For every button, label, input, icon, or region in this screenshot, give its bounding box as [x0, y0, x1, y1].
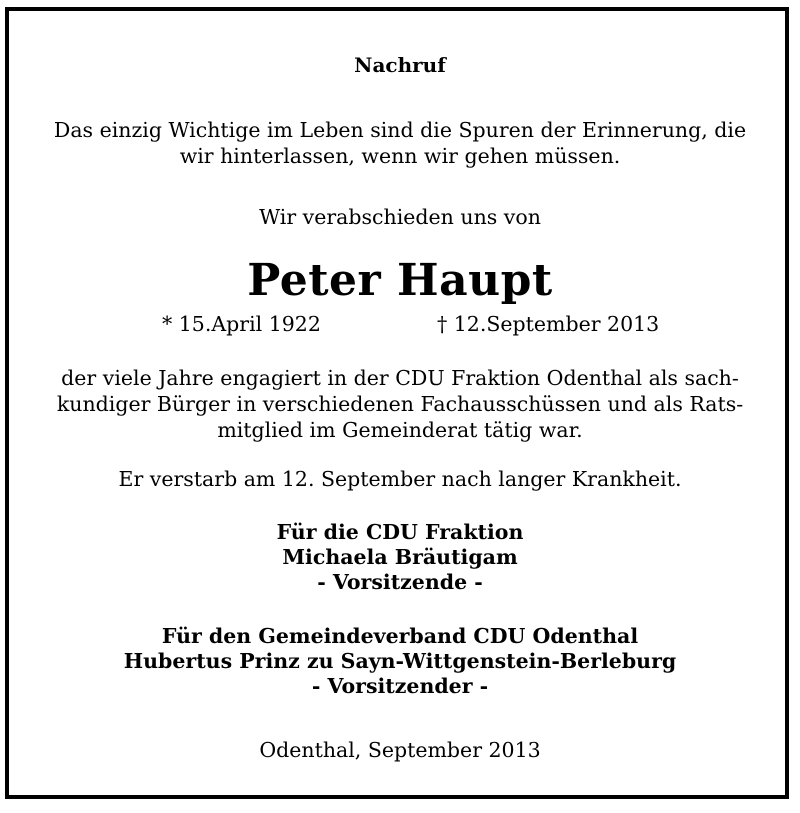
signature-2-role: - Vorsitzender -: [311, 674, 489, 698]
birth-date: * 15.April 1922: [162, 312, 321, 336]
signature-2-person: Hubertus Prinz zu Sayn-Wittgenstein-Berleburg: [123, 649, 677, 673]
signature-2-org: Für den Gemeindeverband CDU Odenthal: [161, 624, 639, 648]
place-date: Odenthal, September 2013: [259, 738, 541, 762]
passing-text: Er verstarb am 12. September nach langer Krankheit.: [118, 467, 682, 491]
signature-1-person: Michaela Bräutigam: [282, 545, 518, 569]
description-line-2: kundiger Bürger in verschiedenen Fachausschüssen und als Rats-: [56, 392, 744, 416]
signature-1-role: - Vorsitzende -: [317, 570, 483, 594]
intro-text: Wir verabschieden uns von: [259, 205, 541, 229]
deceased-name: Peter Haupt: [247, 255, 553, 306]
death-date: † 12.September 2013: [437, 312, 660, 336]
description-line-3: mitglied im Gemeinderat tätig war.: [217, 418, 583, 442]
quote-line-1: Das einzig Wichtige im Leben sind die Spuren der Erinnerung, die: [53, 118, 747, 142]
description-line-1: der viele Jahre engagiert in der CDU Fraktion Odenthal als sach-: [61, 366, 739, 390]
notice-heading: Nachruf: [354, 53, 446, 77]
quote-line-2: wir hinterlassen, wenn wir gehen müssen.: [179, 144, 621, 168]
signature-1-org: Für die CDU Fraktion: [276, 520, 524, 544]
